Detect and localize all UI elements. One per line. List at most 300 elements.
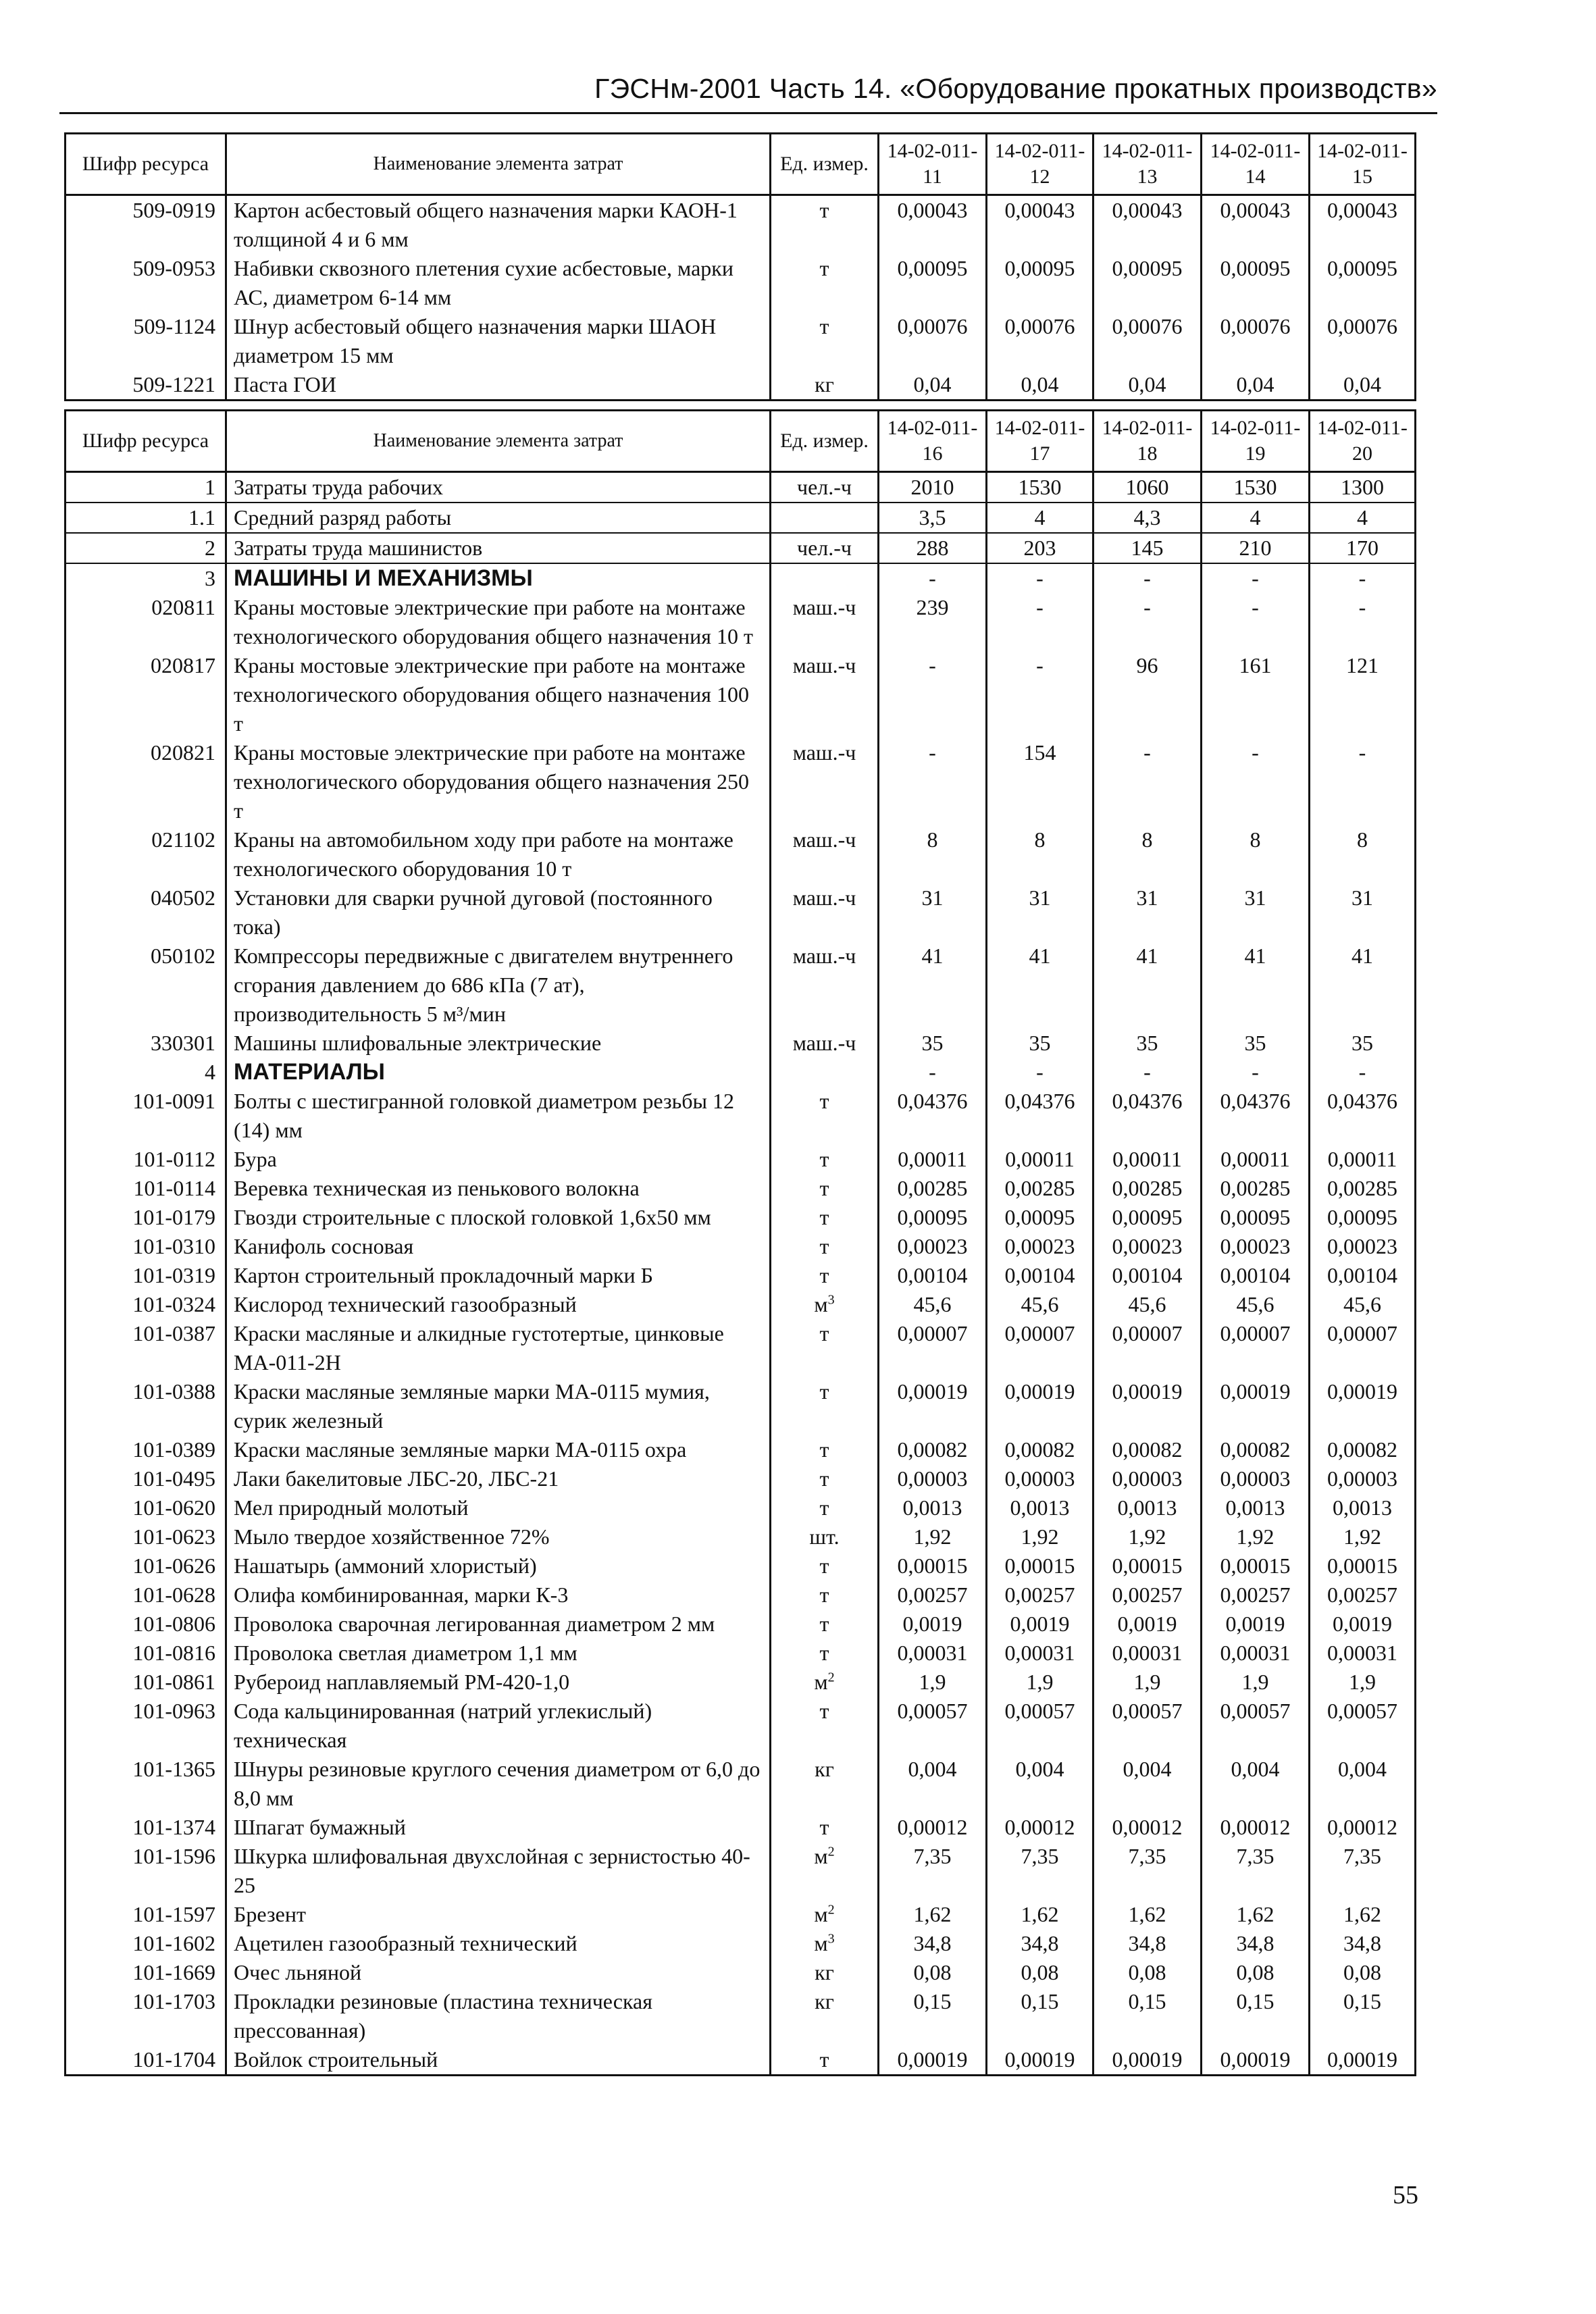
page-number: 55	[1393, 2181, 1418, 2209]
value-cell: 1,62	[1093, 1900, 1202, 1929]
unit-cell: маш.-ч	[771, 738, 879, 825]
value-cell: 96	[1093, 651, 1202, 738]
table-row	[66, 1900, 1416, 1929]
resource-code: 101-1365	[66, 1755, 226, 1813]
unit-cell: т	[771, 1174, 879, 1203]
resource-code: 330301	[66, 1029, 226, 1058]
header-col-3: 14-02-011-18	[1093, 411, 1202, 472]
value-cell: 0,00095	[1093, 1203, 1202, 1232]
value-cell: 1,92	[1093, 1522, 1202, 1551]
value-cell: 0,00057	[1310, 1697, 1416, 1755]
value-cell: 0,00015	[987, 1551, 1093, 1580]
value-cell: 0,00007	[1202, 1319, 1310, 1377]
unit-cell: маш.-ч	[771, 1029, 879, 1058]
unit-cell: маш.-ч	[771, 942, 879, 1029]
value-cell: 239	[879, 593, 987, 651]
value-cell: 154	[987, 738, 1093, 825]
value-cell: 0,004	[879, 1755, 987, 1813]
table-row	[66, 1551, 1416, 1580]
value-cell: 35	[1202, 1029, 1310, 1058]
value-cell: 1,92	[1202, 1522, 1310, 1551]
value-cell: 0,00023	[1093, 1232, 1202, 1261]
header-col-1: 14-02-011-11	[879, 134, 987, 195]
value-cell: 8	[879, 825, 987, 883]
value-cell: 0,00019	[879, 1377, 987, 1435]
value-cell: 31	[1093, 883, 1202, 942]
value-cell: -	[1093, 1058, 1202, 1087]
value-cell: 0,15	[1093, 1987, 1202, 2045]
resource-code: 509-1221	[66, 370, 226, 401]
resource-name: Краны на автомобильном ходу при работе на монтаже технологического оборудования 10 т	[226, 825, 771, 883]
value-cell: 0,00011	[879, 1145, 987, 1174]
unit-cell: т	[771, 1639, 879, 1668]
unit-cell: т	[771, 1697, 879, 1755]
value-cell: 0,0019	[987, 1610, 1093, 1639]
value-cell: 0,00011	[1310, 1145, 1416, 1174]
table-row	[66, 1319, 1416, 1377]
value-cell: 31	[1310, 883, 1416, 942]
value-cell: 8	[1093, 825, 1202, 883]
header-unit: Ед. измер.	[771, 411, 879, 472]
unit-cell: т	[771, 1261, 879, 1290]
value-cell: 0,08	[1093, 1958, 1202, 1987]
value-cell: 0,00011	[1093, 1145, 1202, 1174]
value-cell: 0,00095	[1202, 1203, 1310, 1232]
unit-cell: $м^3$	[771, 1290, 879, 1319]
value-cell: 0,00003	[1093, 1464, 1202, 1493]
value-cell: 0,04376	[987, 1087, 1093, 1145]
value-cell: 0,00007	[879, 1319, 987, 1377]
table-row	[66, 1580, 1416, 1610]
resource-name: Войлок строительный	[226, 2045, 771, 2076]
value-cell: -	[1310, 593, 1416, 651]
value-cell: 0,04	[879, 370, 987, 401]
resource-name: Краны мостовые электрические при работе на монтаже технологического оборудования общего назначения 10 т	[226, 593, 771, 651]
unit-cell: т	[771, 1580, 879, 1610]
value-cell: 31	[879, 883, 987, 942]
resource-name: Рубероид наплавляемый РМ-420-1,0	[226, 1668, 771, 1697]
resource-code: 020817	[66, 651, 226, 738]
value-cell: 7,35	[1310, 1842, 1416, 1900]
value-cell: 0,04376	[879, 1087, 987, 1145]
value-cell: 41	[1093, 942, 1202, 1029]
value-cell: 0,04	[1093, 370, 1202, 401]
value-cell: 0,00076	[1093, 312, 1202, 370]
resource-name: Бура	[226, 1145, 771, 1174]
resource-name: Краны мостовые электрические при работе на монтаже технологического оборудования общего назначения 250 т	[226, 738, 771, 825]
table-row	[66, 1842, 1416, 1900]
table-row	[66, 1929, 1416, 1958]
resource-name: Болты с шестигранной головкой диаметром резьбы 12 (14) мм	[226, 1087, 771, 1145]
table-row	[66, 370, 1416, 401]
resource-name: Брезент	[226, 1900, 771, 1929]
value-cell: 34,8	[1202, 1929, 1310, 1958]
header-col-4: 14-02-011-19	[1202, 411, 1310, 472]
value-cell: 0,00023	[1202, 1232, 1310, 1261]
section-title: МАТЕРИАЛЫ	[226, 1058, 771, 1087]
value-cell: 288	[879, 533, 987, 563]
value-cell: 7,35	[1093, 1842, 1202, 1900]
value-cell: 35	[987, 1029, 1093, 1058]
value-cell: 0,00015	[1093, 1551, 1202, 1580]
resource-name: Очес льняной	[226, 1958, 771, 1987]
resource-name: Веревка техническая из пенькового волокна	[226, 1174, 771, 1203]
resource-code: 509-1124	[66, 312, 226, 370]
table-row	[66, 593, 1416, 651]
value-cell: -	[1202, 593, 1310, 651]
table-row	[66, 1813, 1416, 1842]
value-cell: 0,08	[879, 1958, 987, 1987]
value-cell: 7,35	[987, 1842, 1093, 1900]
value-cell: 0,00019	[1310, 1377, 1416, 1435]
table-row	[66, 1029, 1416, 1058]
unit-cell: т	[771, 1435, 879, 1464]
unit-cell: кг	[771, 1987, 879, 2045]
header-col-3: 14-02-011-13	[1093, 134, 1202, 195]
value-cell: 0,004	[1202, 1755, 1310, 1813]
header-name: Наименование элемента затрат	[226, 134, 771, 195]
resource-code: 101-0626	[66, 1551, 226, 1580]
resource-name: Лаки бакелитовые ЛБС-20, ЛБС-21	[226, 1464, 771, 1493]
value-cell: 0,08	[1310, 1958, 1416, 1987]
value-cell: 1,92	[987, 1522, 1093, 1551]
resource-code: 101-0816	[66, 1639, 226, 1668]
resource-code: 1.1	[66, 503, 226, 533]
value-cell: -	[1310, 563, 1416, 593]
value-cell: 0,00019	[987, 1377, 1093, 1435]
value-cell: 45,6	[987, 1290, 1093, 1319]
value-cell: 0,0013	[987, 1493, 1093, 1522]
value-cell: -	[879, 1058, 987, 1087]
value-cell: 0,0013	[1310, 1493, 1416, 1522]
table-row	[66, 312, 1416, 370]
header-col-2: 14-02-011-17	[987, 411, 1093, 472]
resource-code: 101-0114	[66, 1174, 226, 1203]
value-cell: 0,08	[1202, 1958, 1310, 1987]
value-cell: -	[879, 563, 987, 593]
unit-cell: т	[771, 1377, 879, 1435]
value-cell: 0,04	[1202, 370, 1310, 401]
table-row	[66, 1987, 1416, 2045]
value-cell: 0,00057	[1093, 1697, 1202, 1755]
unit-cell: маш.-ч	[771, 651, 879, 738]
resource-code: 101-1602	[66, 1929, 226, 1958]
value-cell: 0,00257	[1202, 1580, 1310, 1610]
resource-name: Проволока сварочная легированная диаметром 2 мм	[226, 1610, 771, 1639]
header-col-5: 14-02-011-15	[1310, 134, 1416, 195]
table-row	[66, 1203, 1416, 1232]
value-cell: 1,9	[987, 1668, 1093, 1697]
value-cell: 0,00082	[1093, 1435, 1202, 1464]
unit-cell: кг	[771, 1755, 879, 1813]
value-cell: 0,15	[987, 1987, 1093, 2045]
resource-name: Краны мостовые электрические при работе на монтаже технологического оборудования общего назначения 100 т	[226, 651, 771, 738]
value-cell: 0,00095	[1093, 254, 1202, 312]
value-cell: 8	[1202, 825, 1310, 883]
unit-cell: т	[771, 1464, 879, 1493]
resource-code: 101-0091	[66, 1087, 226, 1145]
value-cell: 0,00023	[987, 1232, 1093, 1261]
value-cell: 1,62	[987, 1900, 1093, 1929]
value-cell: 0,00003	[1202, 1464, 1310, 1493]
value-cell: 41	[1202, 942, 1310, 1029]
resource-table-1	[64, 132, 1416, 401]
resource-code: 101-1704	[66, 2045, 226, 2076]
value-cell: -	[1202, 563, 1310, 593]
value-cell: 0,00095	[879, 1203, 987, 1232]
value-cell: -	[1310, 1058, 1416, 1087]
value-cell: -	[987, 1058, 1093, 1087]
value-cell: -	[987, 651, 1093, 738]
table-row	[66, 1087, 1416, 1145]
resource-name: Машины шлифовальные электрические	[226, 1029, 771, 1058]
value-cell: 0,00082	[879, 1435, 987, 1464]
value-cell: 0,04376	[1202, 1087, 1310, 1145]
resource-code: 101-1374	[66, 1813, 226, 1842]
resource-code: 101-1596	[66, 1842, 226, 1900]
resource-code: 509-0953	[66, 254, 226, 312]
value-cell: 0,00104	[1093, 1261, 1202, 1290]
value-cell: 0,00019	[1093, 2045, 1202, 2076]
value-cell: -	[1093, 563, 1202, 593]
value-cell: -	[879, 651, 987, 738]
value-cell: 0,00057	[1202, 1697, 1310, 1755]
value-cell: 0,00012	[987, 1813, 1093, 1842]
value-cell: -	[987, 593, 1093, 651]
value-cell: 0,00257	[879, 1580, 987, 1610]
table-row	[66, 1639, 1416, 1668]
unit-cell: кг	[771, 1958, 879, 1987]
unit-cell: чел.-ч	[771, 472, 879, 503]
value-cell: 1530	[1202, 472, 1310, 503]
unit-cell: т	[771, 195, 879, 255]
resource-table-2	[64, 409, 1416, 2076]
table-row	[66, 1958, 1416, 1987]
value-cell: 0,00003	[879, 1464, 987, 1493]
running-header-title: ГЭСНм-2001 Часть 14. «Оборудование прокатных производств»	[594, 73, 1437, 104]
resource-code: 101-0620	[66, 1493, 226, 1522]
table-header-row	[66, 134, 1416, 195]
resource-code: 101-1669	[66, 1958, 226, 1987]
table-row	[66, 1668, 1416, 1697]
value-cell: 0,00104	[1310, 1261, 1416, 1290]
unit-cell: т	[771, 254, 879, 312]
resource-code: 101-0387	[66, 1319, 226, 1377]
value-cell: 0,00285	[987, 1174, 1093, 1203]
table-row	[66, 533, 1416, 563]
resource-name: Сода кальцинированная (натрий углекислый) техническая	[226, 1697, 771, 1755]
value-cell: 4	[1310, 503, 1416, 533]
resource-name: Краски масляные земляные марки МА-0115 охра	[226, 1435, 771, 1464]
value-cell: 1,9	[879, 1668, 987, 1697]
resource-name: Прокладки резиновые (пластина техническая прессованная)	[226, 1987, 771, 2045]
resource-code: 101-0495	[66, 1464, 226, 1493]
value-cell: 121	[1310, 651, 1416, 738]
resource-name: Набивки сквозного плетения сухие асбестовые, марки АС, диаметром 6-14 мм	[226, 254, 771, 312]
value-cell: 0,00285	[879, 1174, 987, 1203]
value-cell: 8	[1310, 825, 1416, 883]
value-cell: 0,00019	[987, 2045, 1093, 2076]
value-cell: 0,00057	[879, 1697, 987, 1755]
table-row	[66, 1174, 1416, 1203]
value-cell: 0,00011	[1202, 1145, 1310, 1174]
value-cell: 45,6	[1093, 1290, 1202, 1319]
unit-cell: $м^2$	[771, 1842, 879, 1900]
resource-code: 020821	[66, 738, 226, 825]
unit-cell: т	[771, 1551, 879, 1580]
table-row	[66, 1697, 1416, 1755]
unit-cell: т	[771, 1319, 879, 1377]
running-header	[59, 72, 1437, 114]
resource-code: 101-0389	[66, 1435, 226, 1464]
value-cell: 45,6	[1310, 1290, 1416, 1319]
table-row	[66, 1145, 1416, 1174]
table-row	[66, 942, 1416, 1029]
value-cell: -	[1202, 738, 1310, 825]
table-row	[66, 1290, 1416, 1319]
value-cell: 0,00082	[1310, 1435, 1416, 1464]
value-cell: 3,5	[879, 503, 987, 533]
value-cell: 1,62	[1202, 1900, 1310, 1929]
value-cell: 203	[987, 533, 1093, 563]
resource-code: 101-0806	[66, 1610, 226, 1639]
table-row	[66, 254, 1416, 312]
value-cell: 0,04	[987, 370, 1093, 401]
value-cell: 0,00031	[1093, 1639, 1202, 1668]
resource-name: Шпагат бумажный	[226, 1813, 771, 1842]
value-cell: 0,00007	[1093, 1319, 1202, 1377]
value-cell: 0,00043	[987, 195, 1093, 255]
value-cell: 0,00019	[1202, 1377, 1310, 1435]
unit-cell: т	[771, 1232, 879, 1261]
resource-name: Шкурка шлифовальная двухслойная с зернистостью 40-25	[226, 1842, 771, 1900]
value-cell: 0,00031	[1202, 1639, 1310, 1668]
value-cell: 0,00019	[1202, 2045, 1310, 2076]
header-col-1: 14-02-011-16	[879, 411, 987, 472]
value-cell: 0,00015	[1310, 1551, 1416, 1580]
value-cell: 0,00095	[1202, 254, 1310, 312]
resource-name: Компрессоры передвижные с двигателем внутреннего сгорания давлением до 686 кПа (7 ат), производительность 5 м³/мин	[226, 942, 771, 1029]
value-cell: 41	[1310, 942, 1416, 1029]
value-cell: 0,004	[1310, 1755, 1416, 1813]
resource-name: Шнур асбестовый общего назначения марки ШАОН диаметром 15 мм	[226, 312, 771, 370]
value-cell: 0,00012	[1093, 1813, 1202, 1842]
value-cell: 0,00043	[1093, 195, 1202, 255]
resource-name: Олифа комбинированная, марки К-3	[226, 1580, 771, 1610]
resource-name: Паста ГОИ	[226, 370, 771, 401]
table-row	[66, 1232, 1416, 1261]
resource-code: 101-0388	[66, 1377, 226, 1435]
value-cell: 170	[1310, 533, 1416, 563]
unit-cell: маш.-ч	[771, 593, 879, 651]
value-cell: 0,004	[1093, 1755, 1202, 1813]
value-cell: 34,8	[1093, 1929, 1202, 1958]
value-cell: 0,00019	[1310, 2045, 1416, 2076]
unit-cell	[771, 1058, 879, 1087]
value-cell: 0,00095	[987, 1203, 1093, 1232]
value-cell: 0,00043	[879, 195, 987, 255]
table-row	[66, 195, 1416, 255]
value-cell: 0,15	[1202, 1987, 1310, 2045]
unit-cell: т	[771, 1813, 879, 1842]
value-cell: 0,00082	[987, 1435, 1093, 1464]
table-row	[66, 883, 1416, 942]
table-header-row	[66, 411, 1416, 472]
resource-name: Канифоль сосновая	[226, 1232, 771, 1261]
resource-code: 3	[66, 563, 226, 593]
resource-code: 021102	[66, 825, 226, 883]
value-cell: 0,00076	[1202, 312, 1310, 370]
resource-code: 101-0623	[66, 1522, 226, 1551]
unit-cell: кг	[771, 370, 879, 401]
header-col-2: 14-02-011-12	[987, 134, 1093, 195]
resource-name: Картон асбестовый общего назначения марки КАОН-1 толщиной 4 и 6 мм	[226, 195, 771, 255]
value-cell: -	[1202, 1058, 1310, 1087]
header-unit: Ед. измер.	[771, 134, 879, 195]
value-cell: 0,04376	[1093, 1087, 1202, 1145]
unit-cell: т	[771, 1610, 879, 1639]
resource-code: 020811	[66, 593, 226, 651]
unit-cell: чел.-ч	[771, 533, 879, 563]
value-cell: 0,00104	[1202, 1261, 1310, 1290]
header-code: Шифр ресурса	[66, 411, 226, 472]
unit-cell: $м^2$	[771, 1668, 879, 1697]
value-cell: 0,00043	[1202, 195, 1310, 255]
value-cell: 0,00007	[987, 1319, 1093, 1377]
value-cell: 45,6	[1202, 1290, 1310, 1319]
value-cell: 0,00012	[1202, 1813, 1310, 1842]
value-cell: -	[1093, 593, 1202, 651]
value-cell: 0,0013	[879, 1493, 987, 1522]
table-row	[66, 2045, 1416, 2076]
resource-code: 509-0919	[66, 195, 226, 255]
table-row	[66, 1377, 1416, 1435]
value-cell: 0,0019	[1310, 1610, 1416, 1639]
value-cell: 2010	[879, 472, 987, 503]
unit-cell	[771, 563, 879, 593]
resource-name: Установки для сварки ручной дуговой (постоянного тока)	[226, 883, 771, 942]
resource-name: Кислород технический газообразный	[226, 1290, 771, 1319]
section-row	[66, 1058, 1416, 1087]
value-cell: 0,00031	[1310, 1639, 1416, 1668]
value-cell: 0,004	[987, 1755, 1093, 1813]
value-cell: 1,9	[1310, 1668, 1416, 1697]
value-cell: 0,08	[987, 1958, 1093, 1987]
header-col-5: 14-02-011-20	[1310, 411, 1416, 472]
unit-cell: т	[771, 1087, 879, 1145]
value-cell: 0,00285	[1093, 1174, 1202, 1203]
unit-cell: т	[771, 2045, 879, 2076]
resource-code: 040502	[66, 883, 226, 942]
value-cell: 0,00082	[1202, 1435, 1310, 1464]
value-cell: -	[1310, 738, 1416, 825]
value-cell: 34,8	[879, 1929, 987, 1958]
value-cell: 1,92	[879, 1522, 987, 1551]
table-row	[66, 651, 1416, 738]
unit-cell: т	[771, 312, 879, 370]
value-cell: 161	[1202, 651, 1310, 738]
resource-code: 101-0628	[66, 1580, 226, 1610]
value-cell: 0,00257	[987, 1580, 1093, 1610]
unit-cell: т	[771, 1145, 879, 1174]
value-cell: 0,00095	[1310, 1203, 1416, 1232]
value-cell: 45,6	[879, 1290, 987, 1319]
value-cell: 4,3	[1093, 503, 1202, 533]
resource-code: 1	[66, 472, 226, 503]
resource-name: Мыло твердое хозяйственное 72%	[226, 1522, 771, 1551]
value-cell: 7,35	[1202, 1842, 1310, 1900]
resource-code: 2	[66, 533, 226, 563]
